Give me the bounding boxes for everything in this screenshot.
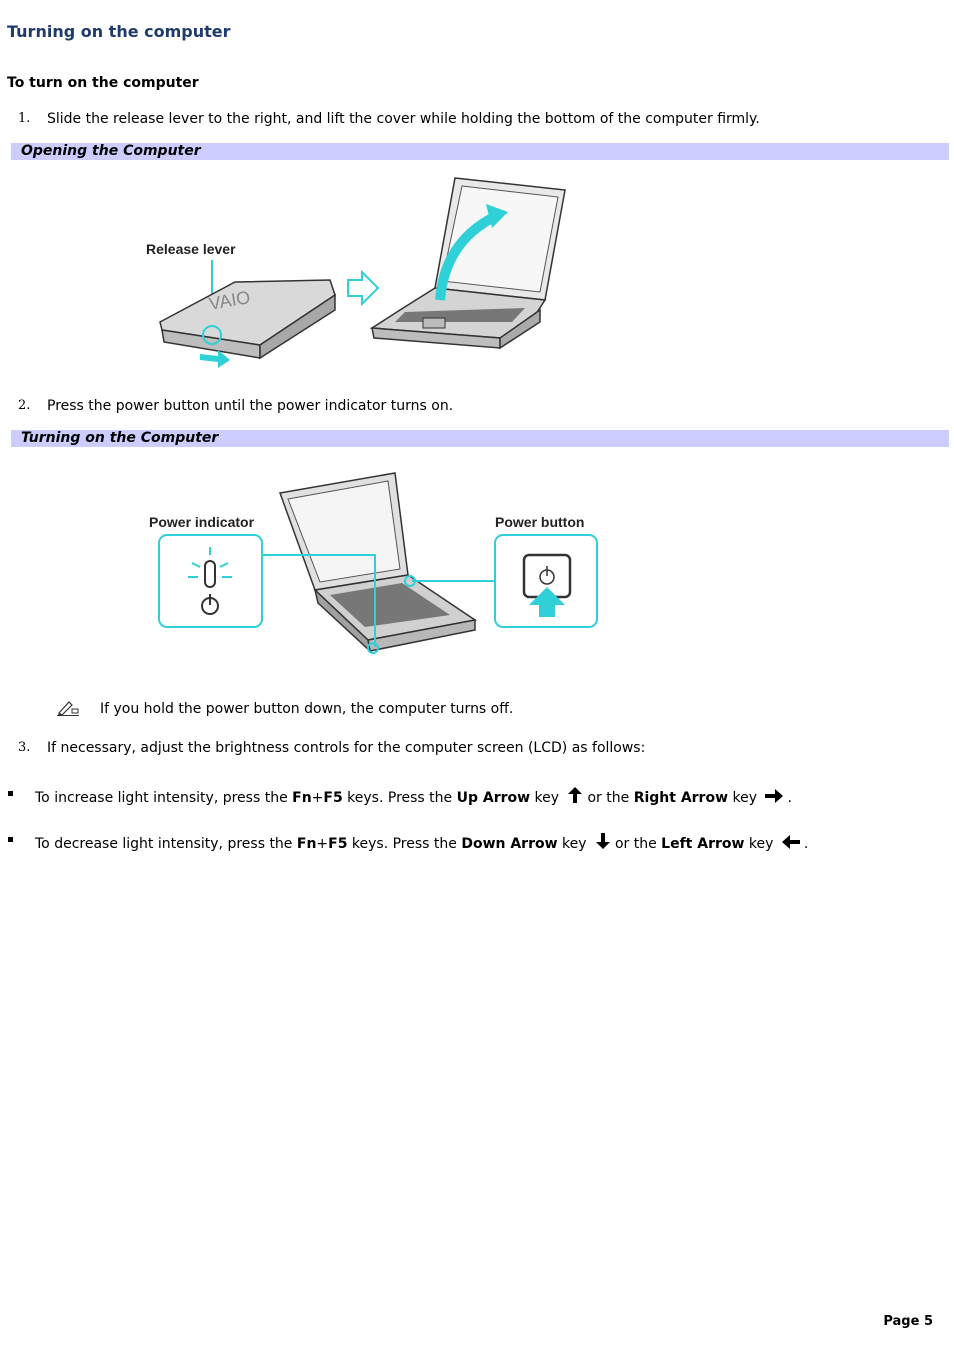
bullet-marker: [8, 837, 13, 842]
bullet-marker: [8, 791, 13, 796]
left-arrow-icon: [781, 834, 801, 850]
right-outline-arrow-icon: [348, 272, 378, 304]
key-f5: F5: [328, 836, 348, 852]
up-arrow-key-label: Up Arrow: [456, 790, 531, 806]
left-arrow-key-label: Left Arrow: [661, 836, 745, 852]
laptop-illustration: [280, 473, 475, 651]
step-text: Press the power button until the power indicator turns on.: [47, 398, 454, 414]
turning-on-figure: [140, 465, 610, 665]
bullet-text: or the: [614, 836, 662, 852]
step-number: 3.: [18, 740, 31, 755]
power-button-label: Power button: [495, 514, 585, 530]
down-arrow-key-label: Down Arrow: [461, 836, 558, 852]
up-arrow-icon: [566, 786, 584, 804]
bullet-text: .: [803, 836, 809, 852]
key-fn: Fn: [292, 790, 312, 806]
bullet-text: keys. Press the: [347, 836, 462, 852]
opening-computer-figure: [140, 170, 590, 385]
note-text: If you hold the power button down, the computer turns off.: [100, 701, 514, 717]
bullet-text: key: [744, 836, 778, 852]
bullet-text: To decrease light intensity, press the: [35, 836, 297, 852]
bullet-text: key: [728, 790, 762, 806]
key-f5: F5: [323, 790, 343, 806]
plus-sign: +: [316, 836, 329, 852]
svg-text:VAIO: VAIO: [207, 287, 252, 314]
step-text: If necessary, adjust the brightness controls for the computer screen (LCD) as follows:: [47, 740, 646, 756]
figure-caption-turning-on: Turning on the Computer: [11, 430, 949, 447]
step-number: 2.: [18, 398, 31, 413]
power-indicator-label: Power indicator: [149, 514, 255, 530]
down-arrow-icon: [594, 832, 612, 850]
open-laptop-illustration: [372, 178, 565, 348]
bullet-text: To increase light intensity, press the: [35, 790, 293, 806]
bullet-text: or the: [587, 790, 634, 806]
plus-sign: +: [311, 790, 324, 806]
power-button-icon: [495, 535, 597, 627]
right-arrow-key-label: Right Arrow: [633, 790, 729, 806]
step-number: 1.: [18, 111, 31, 126]
figure-caption-opening: Opening the Computer: [11, 143, 949, 160]
section-subtitle: To turn on the computer: [7, 75, 199, 91]
bullet-text: key: [530, 790, 564, 806]
key-fn: Fn: [296, 836, 317, 852]
page-number: Page 5: [883, 1314, 933, 1329]
power-indicator-icon: [159, 535, 262, 627]
bullet-text: keys. Press the: [342, 790, 457, 806]
bullet-text: .: [787, 790, 792, 806]
pencil-note-icon: [57, 698, 81, 716]
closed-laptop-illustration: [160, 280, 335, 368]
right-arrow-icon: [764, 788, 784, 804]
page-title: Turning on the computer: [7, 22, 231, 41]
bullet-text: key: [557, 836, 591, 852]
release-lever-label: Release lever: [146, 241, 236, 257]
step-text: Slide the release lever to the right, and lift the cover while holding the bottom of the computer firmly.: [47, 111, 760, 127]
